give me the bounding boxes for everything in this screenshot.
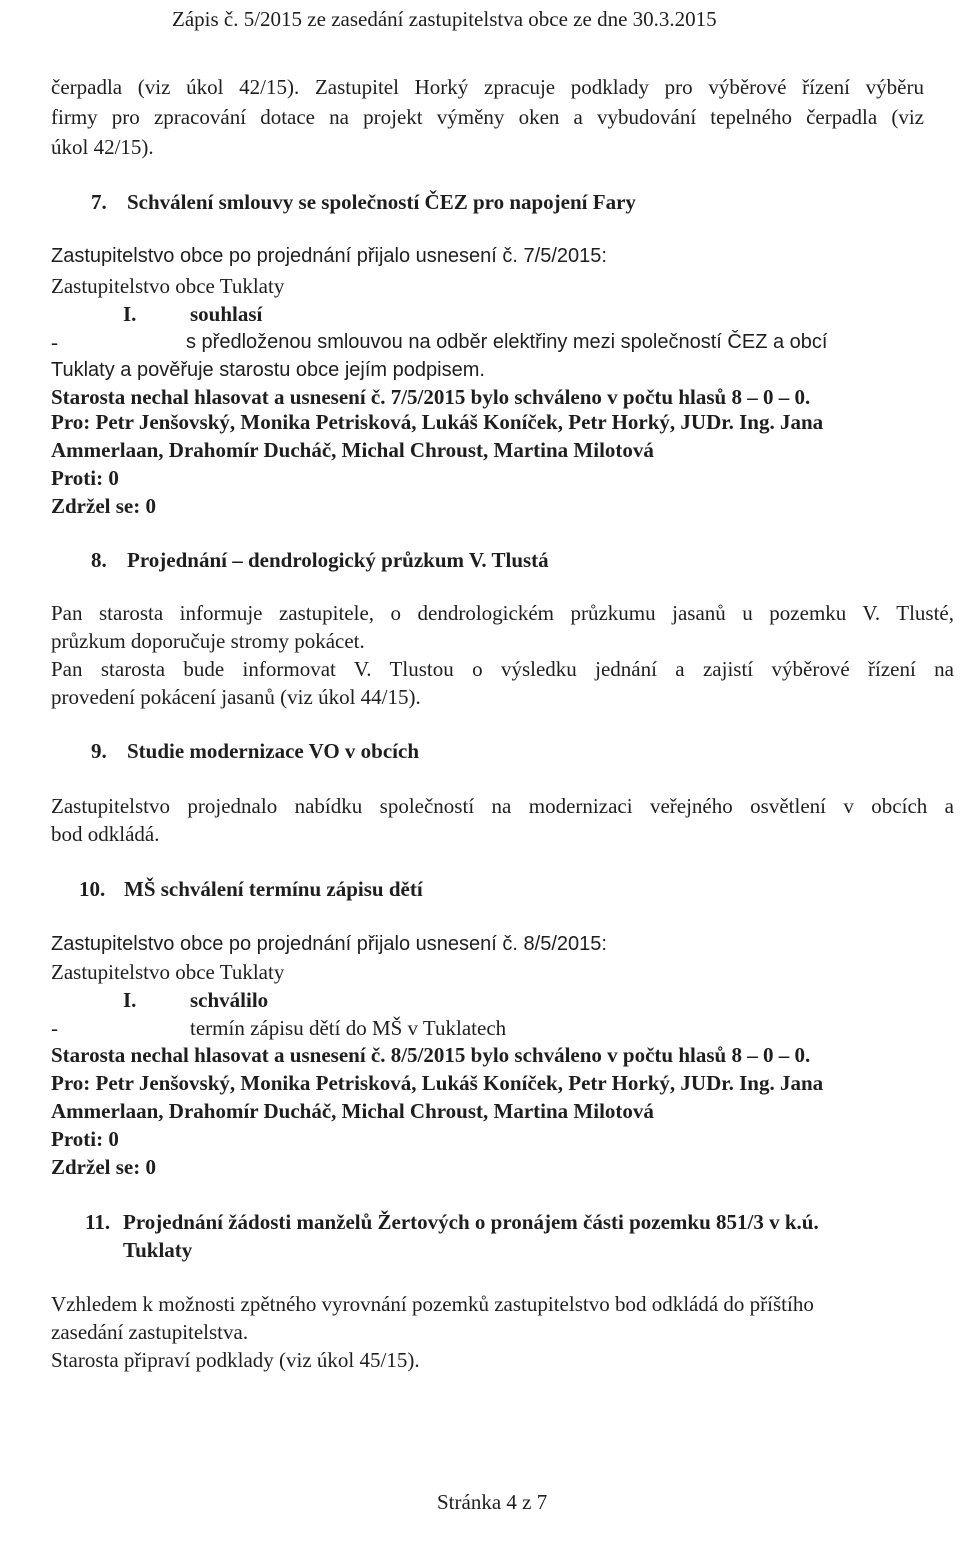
paragraph-line: čerpadla (viz úkol 42/15). Zastupitel Horký zpracuje podklady pro výběrové řízení výběru bbox=[51, 75, 924, 99]
paragraph-line: Starosta připraví podklady (viz úkol 45/15). bbox=[51, 1348, 420, 1372]
list-dash: - bbox=[51, 330, 58, 354]
section-number: 11. bbox=[85, 1210, 111, 1234]
section-title: Studie modernizace VO v obcích bbox=[127, 739, 420, 763]
paragraph-line: úkol 42/15). bbox=[51, 135, 154, 159]
section-title: Projednání žádosti manželů Žertových o pronájem části pozemku 851/3 v k.ú. bbox=[123, 1210, 819, 1234]
paragraph-line: bod odkládá. bbox=[51, 822, 160, 846]
vote-pro-continued: Ammerlaan, Drahomír Ducháč, Michal Chroust, Martina Milotová bbox=[51, 1099, 654, 1123]
list-dash: - bbox=[51, 1016, 58, 1040]
section-title: Projednání – dendrologický průzkum V. Tlustá bbox=[127, 548, 549, 572]
paragraph-line: Vzhledem k možnosti zpětného vyrovnání pozemků zastupitelstvo bod odkládá do příštího bbox=[51, 1292, 814, 1316]
paragraph-line: firmy pro zpracování dotace na projekt výměny oken a vybudování tepelného čerpadla (viz bbox=[51, 105, 924, 129]
section-title: Schválení smlouvy se společností ČEZ pro napojení Fary bbox=[127, 190, 636, 214]
roman-numeral: I. bbox=[123, 302, 137, 326]
paragraph-line: Pan starosta bude informovat V. Tlustou o výsledku jednání a zajistí výběrové řízení na bbox=[51, 657, 954, 681]
vote-result: Starosta nechal hlasovat a usnesení č. 8/5/2015 bylo schváleno v počtu hlasů 8 – 0 – 0. bbox=[51, 1043, 811, 1067]
section-number: 10. bbox=[79, 877, 106, 901]
section-title: MŠ schválení termínu zápisu dětí bbox=[124, 877, 423, 901]
vote-proti: Proti: 0 bbox=[51, 1127, 119, 1151]
roman-numeral: I. bbox=[123, 988, 137, 1012]
section-number: 9. bbox=[91, 739, 107, 763]
section-number: 7. bbox=[91, 190, 107, 214]
vote-zdrzel: Zdržel se: 0 bbox=[51, 494, 156, 518]
vote-proti: Proti: 0 bbox=[51, 466, 119, 490]
section-number: 8. bbox=[91, 548, 107, 572]
resolution-verb: schválilo bbox=[190, 988, 269, 1012]
council-line: Zastupitelstvo obce Tuklaty bbox=[51, 960, 285, 984]
paragraph-line: průzkum doporučuje stromy pokácet. bbox=[51, 629, 365, 653]
page-header: Zápis č. 5/2015 ze zasedání zastupitelstva obce ze dne 30.3.2015 bbox=[172, 7, 717, 31]
paragraph-line: Pan starosta informuje zastupitele, o dendrologickém průzkumu jasanů u pozemku V. Tlusté, bbox=[51, 601, 954, 625]
vote-pro-continued: Ammerlaan, Drahomír Ducháč, Michal Chroust, Martina Milotová bbox=[51, 438, 654, 462]
council-line: Zastupitelstvo obce Tuklaty bbox=[51, 274, 285, 298]
vote-pro: Pro: Petr Jenšovský, Monika Petrisková, Lukáš Koníček, Petr Horký, JUDr. Ing. Jana bbox=[51, 410, 824, 434]
resolution-item: termín zápisu dětí do MŠ v Tuklatech bbox=[190, 1016, 507, 1040]
section-title-continued: Tuklaty bbox=[123, 1238, 193, 1262]
vote-result: Starosta nechal hlasovat a usnesení č. 7/5/2015 bylo schváleno v počtu hlasů 8 – 0 – 0. bbox=[51, 385, 811, 409]
paragraph-line: provedení pokácení jasanů (viz úkol 44/15). bbox=[51, 685, 421, 709]
paragraph-line: Zastupitelstvo projednalo nabídku společností na modernizaci veřejného osvětlení v obcích a bbox=[51, 794, 954, 818]
paragraph-line: zasedání zastupitelstva. bbox=[51, 1320, 249, 1344]
resolution-line: Zastupitelstvo obce po projednání přijalo usnesení č. 8/5/2015: bbox=[51, 933, 607, 955]
vote-pro: Pro: Petr Jenšovský, Monika Petrisková, Lukáš Koníček, Petr Horký, JUDr. Ing. Jana bbox=[51, 1071, 824, 1095]
page-number: Stránka 4 z 7 bbox=[437, 1490, 548, 1514]
resolution-line: Zastupitelstvo obce po projednání přijalo usnesení č. 7/5/2015: bbox=[51, 245, 607, 267]
resolution-verb: souhlasí bbox=[190, 302, 263, 326]
resolution-item: s předloženou smlouvou na odběr elektřiny mezi společností ČEZ a obcí bbox=[186, 331, 828, 353]
vote-zdrzel: Zdržel se: 0 bbox=[51, 1155, 156, 1179]
resolution-item-continued: Tuklaty a pověřuje starostu obce jejím podpisem. bbox=[51, 359, 485, 381]
